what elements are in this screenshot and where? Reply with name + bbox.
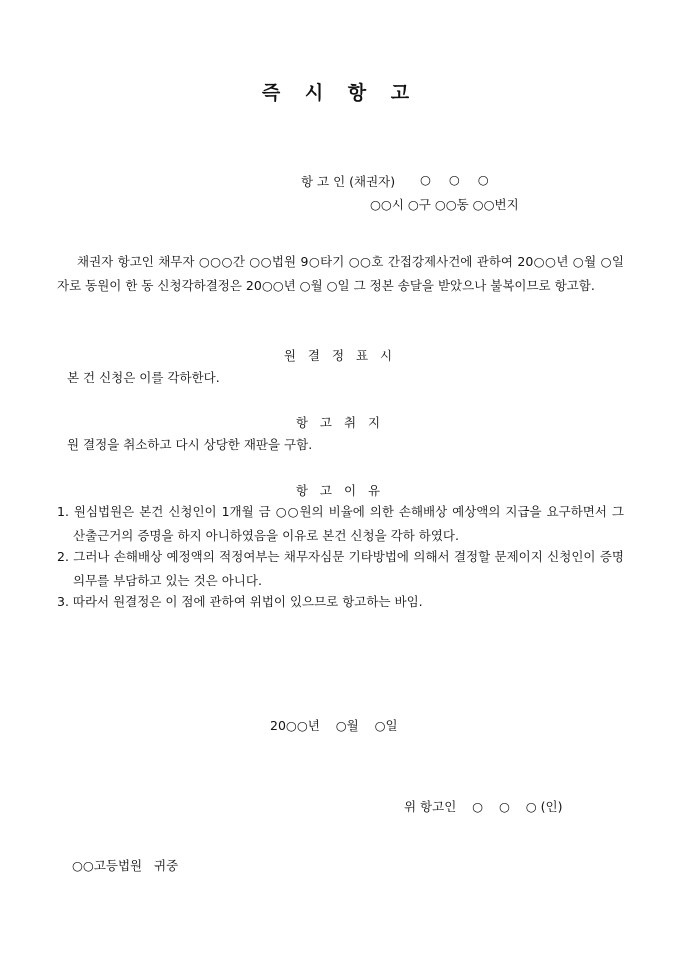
reasons-heading: 항 고 이 유 [295, 483, 385, 498]
document-title: 즉 시 항 고 [261, 82, 419, 104]
document-date: 20○○년 ○월 ○일 [270, 718, 398, 733]
signature-line: 위 항고인 ○ ○ ○ (인) [404, 799, 563, 814]
appellant-name: ○ ○ ○ [420, 172, 489, 187]
appellant-label: 항 고 인 (채권자) [301, 174, 396, 189]
original-ruling-text: 본 건 신청은 이를 각하한다. [67, 370, 220, 385]
reason-item-2: 2. 그러나 손해배상 예정액의 적정여부는 채무자심문 기타방법에 의해서 결정할 문제이지 신청인이 증명의무를 부담하고 있는 것은 아니다. [57, 549, 624, 588]
purpose-text: 원 결정을 취소하고 다시 상당한 재판을 구함. [67, 437, 313, 452]
reason-item-1: 1. 원심법원은 본건 신청인이 1개월 금 ○○원의 비율에 의한 손해배상 예상액의 지급을 요구하면서 그 산출근거의 증명을 하지 아니하였음을 이유로 본건 신청을 각하 하였다. [57, 504, 624, 543]
purpose-heading: 항 고 취 지 [295, 415, 385, 430]
addressee: ○○고등법원 귀중 [72, 858, 179, 873]
reason-item-3: 3. 따라서 원결정은 이 점에 관하여 위법이 있으므로 항고하는 바임. [57, 594, 423, 609]
original-ruling-heading: 원 결 정 표 시 [283, 348, 397, 363]
intro-paragraph: 채권자 항고인 채무자 ○○○간 ○○법원 9○타기 ○○호 간접강제사건에 관하여 20○○년 ○월 ○일자로 동원이 한 동 신청각하결정은 20○○년 ○월 ○일 그 정본 송달을 받았으나 불복이므로 항고함. [57, 254, 624, 293]
appellant-address: ○○시 ○구 ○○동 ○○번지 [370, 197, 519, 212]
